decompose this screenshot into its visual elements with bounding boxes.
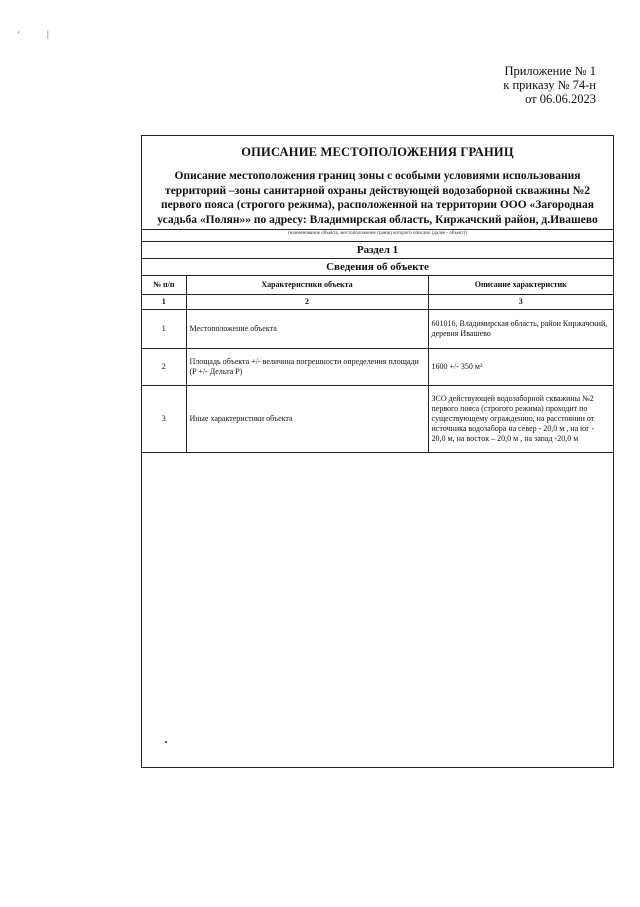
table-row: [142, 310, 613, 349]
column-number-row: [142, 295, 613, 310]
appendix-block: [503, 64, 596, 106]
row-description: 1600 +/- 350 м²: [428, 349, 613, 386]
appendix-date: от 06.06.2023: [525, 92, 596, 106]
scan-mark: ': [18, 30, 20, 40]
scan-speck: [165, 741, 167, 743]
row-number: 3: [142, 386, 186, 453]
section-title: Сведения об объекте: [142, 258, 613, 275]
row-number: 2: [142, 349, 186, 386]
boundary-description-frame: [141, 135, 614, 768]
appendix-order: к приказу № 74-н: [503, 78, 596, 92]
header-number: № п/п: [142, 276, 186, 295]
header-description: Описание характеристик: [428, 276, 613, 295]
table-row: [142, 349, 613, 386]
row-characteristic: Местоположение объекта: [186, 310, 428, 349]
column-number: 2: [186, 295, 428, 310]
object-name-caption: (наименование объекта, местоположение границ которого описано (далее - объект)): [142, 229, 613, 237]
row-characteristic: Площадь объекта +/- величина погрешности определения площади (P +/- Дельта P): [186, 349, 428, 386]
document-title: ОПИСАНИЕ МЕСТОПОЛОЖЕНИЯ ГРАНИЦ: [241, 145, 514, 159]
column-number: 1: [142, 295, 186, 310]
scan-mark: |: [47, 29, 49, 39]
appendix-title: Приложение № 1: [504, 64, 596, 78]
document-description: Описание местоположения границ зоны с особыми условиями использования территорий –зоны санитарной охраны действующей водозаборной скважины №2 первого пояса (строгого режима), расположенной на территории ООО «Загородная усадьба «Полян»» по адресу: Владимирская область, Киржачский район, д.Ивашево: [157, 170, 598, 226]
table-header-row: [142, 276, 613, 295]
row-characteristic: Иные характеристики объекта: [186, 386, 428, 453]
object-info-table: [142, 275, 613, 453]
row-number: 1: [142, 310, 186, 349]
header-characteristic: Характеристики объекта: [186, 276, 428, 295]
row-description: 601016, Владимирская область, район Киржачский, деревня Ивашево: [428, 310, 613, 349]
row-description: ЗСО действующей водозаборной скважины №2 первого пояса (строгого режима) проходит по существующему ограждению, на расстоянии от источника водозабора на север - 20,0 м , на юг - 20,0 м, на восток – 20,0 м , на запад -20,0 м: [428, 386, 613, 453]
table-row: [142, 386, 613, 453]
section-label: Раздел 1: [142, 241, 613, 258]
column-number: 3: [428, 295, 613, 310]
